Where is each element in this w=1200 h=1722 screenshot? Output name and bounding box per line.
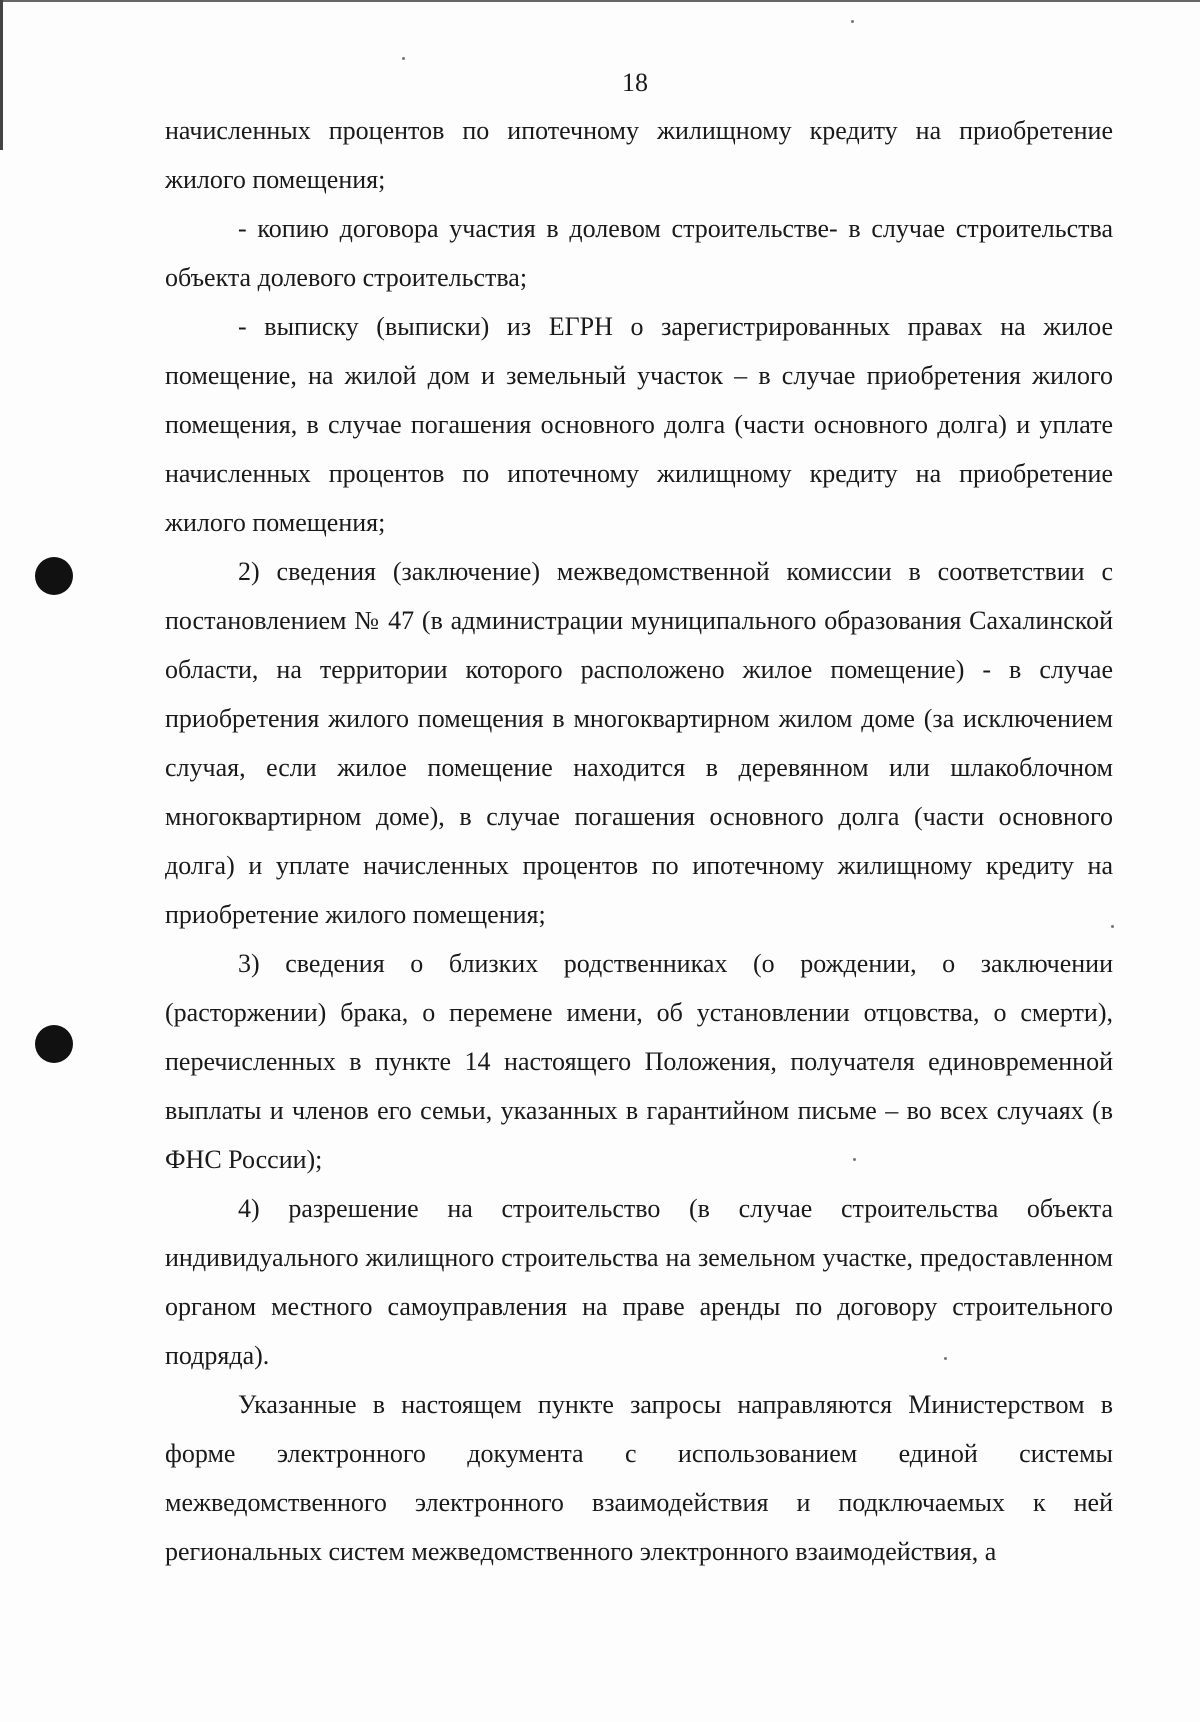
- paragraph-requests: Указанные в настоящем пункте запросы направляются Министерством в форме электронного документа с использованием единой системы межведомственного электронного взаимодействия и подключаемых к ней региональных систем межведомственного электронного взаимодействия, а: [165, 1390, 1113, 1566]
- scan-top-edge: [0, 0, 1200, 2]
- punch-hole: [35, 557, 73, 595]
- scan-speck: [402, 57, 405, 60]
- document-body: [165, 106, 1113, 1576]
- paragraph-item-3: 3) сведения о близких родственниках (о рождении, о заключении (расторжении) брака, о перемене имени, об установлении отцовства, о смерти), перечисленных в пункте 14 настоящего Положения, получателя единовременной выплаты и членов его семьи, указанных в гарантийном письме – во всех случаях (в ФНС России);: [165, 949, 1113, 1174]
- paragraph-continuation: начисленных процентов по ипотечному жилищному кредиту на приобретение жилого помещения;: [165, 116, 1113, 194]
- paragraph-egrn-extract: - выписку (выписки) из ЕГРН о зарегистрированных правах на жилое помещение, на жилой дом и земельный участок – в случае приобретения жилого помещения, в случае погашения основного долга (части основного долга) и уплате начисленных процентов по ипотечному жилищному кредиту на приобретение жилого помещения;: [165, 312, 1113, 537]
- paragraph-item-2: 2) сведения (заключение) межведомственной комиссии в соответствии с постановлением № 47 (в администрации муниципального образования Сахалинской области, на территории которого расположено жилое помещение) - в случае приобретения жилого помещения в многоквартирном жилом доме (за исключением случая, если жилое помещение находится в деревянном или шлакоблочном многоквартирном доме), в случае погашения основного долга (части основного долга) и уплате начисленных процентов по ипотечному жилищному кредиту на приобретение жилого помещения;: [165, 557, 1113, 929]
- page-number: 18: [622, 68, 648, 97]
- paragraph-item-4: 4) разрешение на строительство (в случае строительства объекта индивидуального жилищного строительства на земельном участке, предоставленном органом местного самоуправления на праве аренды по договору строительного подряда).: [165, 1194, 1113, 1370]
- punch-hole: [35, 1025, 73, 1063]
- paragraph-contract-copy: - копию договора участия в долевом строительстве- в случае строительства объекта долевого строительства;: [165, 214, 1113, 292]
- scan-speck: [851, 20, 854, 23]
